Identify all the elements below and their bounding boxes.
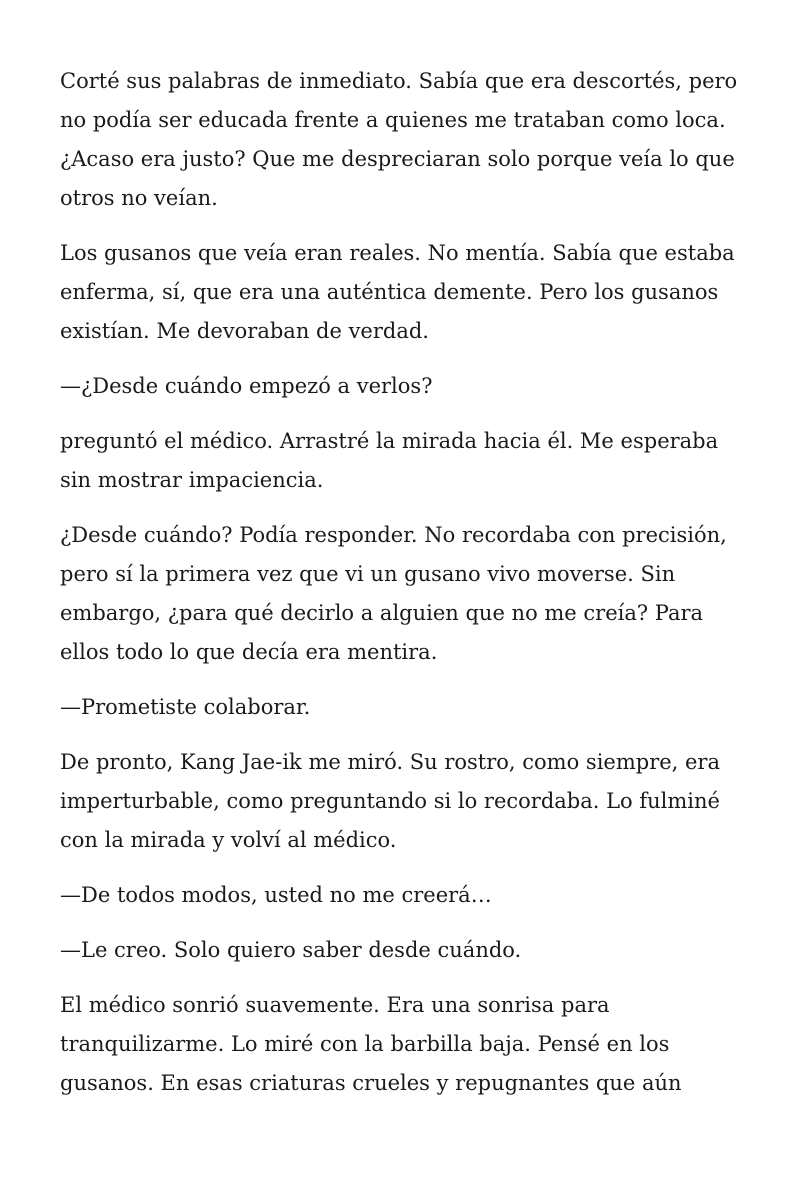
paragraph: Los gusanos que veía eran reales. No mentía. Sabía que estaba enferma, sí, que era una auténtica demente. Pero los gusanos existían. Me devoraban de verdad. (60, 241, 735, 343)
paragraph: ¿Desde cuándo? Podía responder. No recordaba con precisión, pero sí la primera vez que vi un gusano vivo moverse. Sin embargo, ¿para qué decirlo a alguien que no me creía? Para ellos todo lo que decía era mentira. (60, 523, 727, 664)
paragraph: —¿Desde cuándo empezó a verlos? (60, 374, 433, 398)
document-page (60, 62, 750, 1119)
paragraph: —De todos modos, usted no me creerá… (60, 883, 492, 907)
paragraph: —Prometiste colaborar. (60, 695, 311, 719)
paragraph: De pronto, Kang Jae-ik me miró. Su rostro, como siempre, era imperturbable, como preguntando si lo recordaba. Lo fulminé con la mirada y volví al médico. (60, 750, 720, 852)
paragraph: preguntó el médico. Arrastré la mirada hacia él. Me esperaba sin mostrar impaciencia. (60, 429, 719, 492)
paragraph: —Le creo. Solo quiero saber desde cuándo. (60, 938, 522, 962)
paragraph: El médico sonrió suavemente. Era una sonrisa para tranquilizarme. Lo miré con la barbilla baja. Pensé en los gusanos. En esas criaturas crueles y repugnantes que aún (60, 993, 682, 1095)
paragraph: Corté sus palabras de inmediato. Sabía que era descortés, pero no podía ser educada frente a quienes me trataban como loca. ¿Acaso era justo? Que me despreciaran solo porque veía lo que otros no veían. (60, 69, 738, 210)
